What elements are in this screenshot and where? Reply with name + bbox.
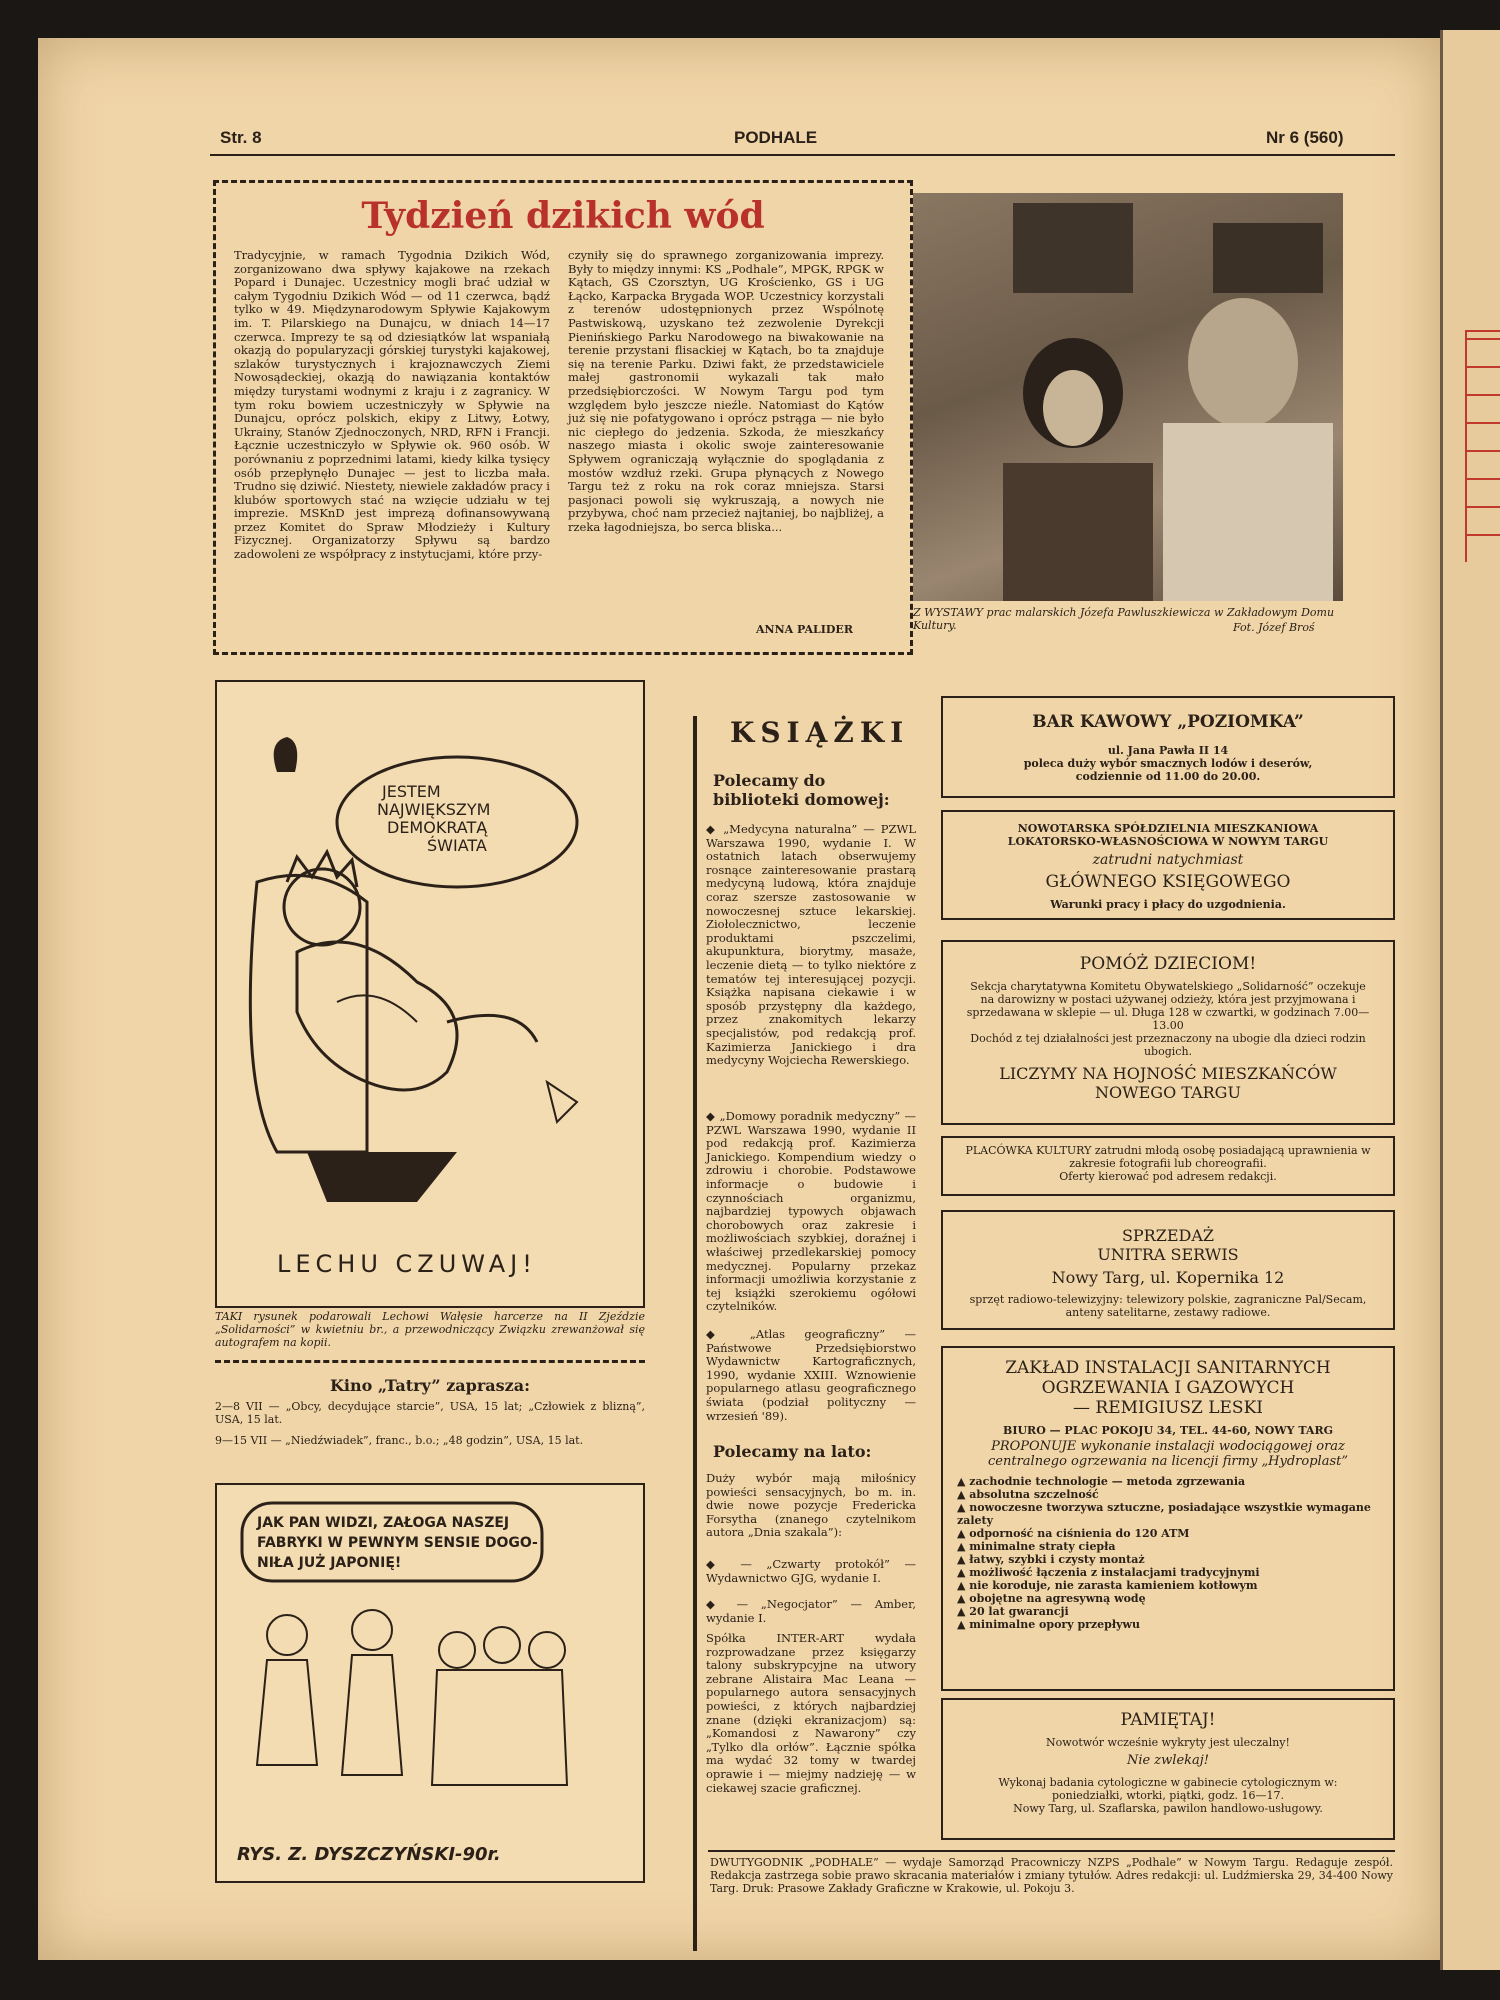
feature-item: ▲ 20 lat gwarancji [957,1605,1069,1618]
feature-item: ▲ nowoczesne tworzywa sztuczne, posiadające wszystkie wymagane zalety [957,1501,1371,1527]
column-rule [693,716,697,1951]
leski-offer: PROPONUJE wykonanie instalacji wodociągowej oraz centralnego ogrzewania na licencji firmy „Hydroplast” [988,1439,1348,1469]
unitra-line-3: Nowy Targ, ul. Kopernika 12 [1051,1268,1285,1287]
speech-line-4: ŚWIATA [427,836,487,855]
remember-line-1: Nowotwór wcześnie wykryty jest uleczalny! [1046,1736,1290,1749]
photo-caption: Z WYSTAWY prac malarskich Józefa Pawluszkiewicza w Zakładowym Domu Kultury. [913,606,1335,632]
ad-help-children [941,940,1395,1125]
kino-line-2: 9—15 VII — „Niedźwiadek”, franc., b.o.; „48 godzin”, USA, 15 lat. [215,1434,584,1447]
book-2: ◆ „Domowy poradnik medyczny” — PZWL Warszawa 1990, wydanie II pod redakcją prof. Kazimierza Janickiego. Kompendium wiedzy o zdrowiu i chorobie. Podstawowe informacje o budowie i czynnościach organizmu, najbardziej typowych objawach chorobowych oraz zakresie i możliwościach szybkiej, doraźnej i właściwej przedlekarskiej pomocy medycznej. Popularny przekaz informacji umożliwia korzystanie z tej książki szerokiemu ogółowi czytelników. [706,1109,916,1314]
ad-unitra [941,1210,1395,1330]
coop-line-1: NOWOTARSKA SPÓŁDZIELNIA MIESZKANIOWA [1017,822,1319,835]
help-closing: LICZYMY NA HOJNOŚĆ MIESZKAŃCÓW NOWEGO TARGU [999,1064,1337,1102]
imprint-rule [708,1850,1395,1852]
article-author: ANNA PALIDER [756,623,853,636]
ad-culture [941,1136,1395,1196]
remember-line-2: Nie zwlekaj! [1126,1753,1210,1768]
unitra-line-1: SPRZEDAŻ [1121,1226,1215,1245]
coop-line-3: zatrudni natychmiast [1092,852,1244,868]
book-3: ◆ „Atlas geograficzny” — Państwowe Przedsiębiorstwo Wydawnictw Kartograficznych, 1990, wydanie XXIII. Wznowienie popularnego atlasu geograficznego świata (podział polityczny — wrzesień '89). [706,1327,916,1423]
leski-features [957,1475,1379,1631]
caption-rule [215,1360,645,1363]
remember-line-4: Nowy Targ, ul. Szaflarska, pawilon handlowo-usługowy. [1013,1802,1323,1815]
kino-line-1: 2—8 VII — „Obcy, decydujące starcie”, USA, 15 lat; „Człowiek z blizną”, USA, 15 lat. [215,1400,645,1426]
issue-number: Nr 6 (560) [1266,128,1344,147]
feature-item: ▲ absolutna szczelność [957,1488,1099,1501]
book-6: ◆ — „Negocjator” — Amber, wydanie I. [706,1597,916,1625]
leski-title-3: — REMIGIUSZ LESKI [1073,1398,1263,1418]
article-box [213,180,913,655]
remember-title: PAMIĘTAJ! [1120,1710,1216,1730]
books-subtitle-1: Polecamy do biblioteki domowej: [713,771,890,809]
ad-leski [941,1346,1395,1691]
slogan: LECHU CZUWAJ! [277,1250,537,1278]
book-1: ◆ „Medycyna naturalna” — PZWL Warszawa 1990, wydanie I. W ostatnich latach obserwujemy rosnące zainteresowanie prastarą medycyną ludową, która znajduje coraz szersze zastosowanie w nowoczesnej sztuce lekarskiej. Ziołolecznictwo, leczenie produktami pszczelimi, akupunktura, biorytmy, masaże, leczenie dietą — to tylko niektóre z tematów tej interesującej pozycji. Książka napisana ciekawie i w sposób przystępny dla każdego, przez znakomitych lekarzy specjalistów, pod redakcją prof. Kazimierza Janickiego i dra medycyny Wojciecha Rewerskiego. [706,822,916,1068]
masthead: PODHALE [734,128,818,147]
japan-cartoon [215,1483,645,1883]
poziomka-hours: codziennie od 11.00 do 20.00. [1075,770,1261,783]
feature-item: ▲ minimalne opory przepływu [957,1618,1140,1631]
feature-item: ▲ zachodnie technologie — metoda zgrzewania [957,1475,1246,1488]
poziomka-offer: poleca duży wybór smacznych lodów i deserów, [1023,757,1313,770]
coop-line-4: GŁÓWNEGO KSIĘGOWEGO [1045,872,1291,892]
speech-line-1: JESTEM [382,782,441,801]
cartoon2-drawing [217,1485,643,1881]
ad-remember [941,1698,1395,1840]
exhibition-photo [913,193,1343,601]
book-5: ◆ — „Czwarty protokół” — Wydawnictwo GJG, wydanie I. [706,1557,916,1585]
article-title: Tydzień dzikich wód [361,195,765,237]
book-4: Duży wybór mają miłośnicy powieści sensacyjnych, bo m. in. dwie nowe pozycje Fredericka Forsytha (znanego czytelnikom autora „Dnia szakala”): [706,1471,916,1540]
unitra-line-2: UNITRA SERWIS [1097,1245,1239,1264]
ad-poziomka [941,696,1395,798]
red-grid-fragment [1465,330,1500,562]
feature-item: ▲ minimalne straty ciepła [957,1540,1116,1553]
coop-line-2: LOKATORSKO-WŁASNOŚCIOWA W NOWYM TARGU [1007,835,1329,848]
page-number: Str. 8 [220,128,262,147]
article-col-1: Tradycyjnie, w ramach Tygodnia Dzikich Wód, zorganizowano dwa spływy kajakowe na rzekach Popard i Dunajec. Uczestnicy mogli brać udział w całym Tygodniu Dzikich Wód — od 11 czerwca, bądź tylko w 49. Międzynarodowym Spływie Kajakowym im. T. Pilarskiego na Dunajcu, w dniach 14—17 czerwca. Imprezy te są od dziesiątków lat wspaniałą okazją do popularyzacji górskiej turystyki kajakowej, szlaków turystycznych i krajoznawczych Ziemi Nowosądeckiej, okazją do nawiązania kontaktów między turystami wodnymi z kraju i z zagranicy. W tym roku bowiem uczestniczyły w Spływie na Dunajcu, oprócz polskich, ekipy z Litwy, Łotwy, Ukrainy, Stanów Zjednoczonych, NRD, RFN i Francji. Łącznie uczestniczyło w Spływie ok. 960 osób. W porównaniu z poprzednimi latami, kiedy kilka tysięcy osób przepłynęło Dunajec — jest to liczba mała. Trudno się dziwić. Niestety, niewiele zakładów pracy i klubów sportowych stać na wzięcie udziału w tej imprezie. MSKnD jest imprezą dofinansowywaną przez Komitet do Spraw Młodzieży i Kultury Fizycznej. Organizatorzy Spływu są bardzo zadowoleni ze współpracy z instytucjami, które przy- [234,248,550,562]
help-body-2: Dochód z tej działalności jest przeznaczony na ubogie dla dzieci rodzin ubogich. [970,1032,1366,1058]
imprint: DWUTYGODNIK „PODHALE” — wydaje Samorząd Pracowniczy NZPS „Podhale” w Nowym Targu. Redaguje zespół. Redakcja zastrzega sobie prawo skracania materiałów i zmiany tytułów. Adres redakcji: ul. Ludźmierska 29, 34-400 Nowy Targ. Druk: Prasowe Zakłady Graficzne w Krakowie, ul. Pokoju 3. [710,1856,1393,1895]
books-subtitle-2: Polecamy na lato: [713,1442,872,1461]
culture-offers: Oferty kierować pod adresem redakcji. [1059,1170,1277,1183]
cartoon1-caption: TAKI rysunek podarowali Lechowi Wałęsie harcerze na II Zjeździe „Solidarności” w kwietniu br., a przewodniczący Związku zrewanżował się autografem na kopii. [215,1310,645,1349]
article-col-2: czyniły się do sprawnego zorganizowania imprezy. Były to między innymi: KS „Podhale”, MPGK, RPGK w Kątach, GS Czorsztyn, UG Krościenko, GS i UG Łącko, Karpacka Brygada WOP. Uczestnicy korzystali z terenów udostępnionych przez Wspólnotę Pastwiskową, uzyskano też zezwolenie Dyrekcji Pienińskiego Parku Narodowego na biwakowanie na terenie przystani flisackiej w Kątach, bo ta znajduje się na terenie Parku. Dziwi fakt, że przedstawiciele małej gastronomii wykazali tak mało przedsiębiorczości. W Nowym Targu pod tym względem było jeszcze nieźle. Natomiast do Kątów już się nie pofatygowano i oprócz pstrąga — nie było nic ciepłego do jedzenia. Szkoda, że mieszkańcy naszego miasta i okolic swoje zainteresowanie Spływem ograniczają wyłącznie do spoglądania z mostów wzdłuż rzeki. Grupa płynących z Nowego Targu też z roku na rok coraz mniejsza. Starsi pasjonaci powoli się wykruszają, a nowych nie przybywa, choć nam przecież najtaniej, bo najbliżej, a rzeka łagodniejsza, bo serca bliska... [568,248,884,534]
kino-title: Kino „Tatry” zaprasza: [329,1376,531,1395]
speech-line-2: NAJWIĘKSZYM [377,800,491,819]
feature-item: ▲ obojętne na agresywną wodę [957,1592,1146,1605]
poziomka-title: BAR KAWOWY „POZIOMKA” [1032,712,1304,732]
culture-body: PLACÓWKA KULTURY zatrudni młodą osobę posiadającą uprawnienia w zakresie fotografii lub choreografii. [965,1144,1371,1170]
adjacent-page-edge [1440,30,1500,1970]
coop-line-5: Warunki pracy i płacy do uzgodnienia. [1050,898,1286,911]
speech2-line-3: NIŁA JUŻ JAPONIĘ! [257,1555,402,1571]
header-rule [210,154,1395,156]
feature-item: ▲ łatwy, szybki i czysty montaż [957,1553,1145,1566]
cartoon2-signature: RYS. Z. DYSZCZYŃSKI-90r. [237,1844,501,1865]
photo-scene [913,193,1343,601]
newspaper-page [38,38,1440,1960]
ad-cooperative [941,810,1395,920]
leski-title-2: OGRZEWANIA I GAZOWYCH [1041,1378,1295,1398]
unitra-line-4: sprzęt radiowo-telewizyjny: telewizory polskie, zagraniczne Pal/Secam, anteny satelitarne, zestawy radiowe. [969,1293,1367,1319]
walesa-cartoon [215,680,645,1308]
books-title: KSIĄŻKI [730,716,910,749]
remember-line-3: Wykonaj badania cytologiczne w gabinecie cytologicznym w: poniedziałki, wtorki, piątki, godz. 16—17. [998,1776,1338,1802]
help-body: Sekcja charytatywna Komitetu Obywatelskiego „Solidarność” oczekuje na darowizny w postaci używanej odzieży, która jest przyjmowana i sprzedawana w sklepie — ul. Długa 128 w czwartki, w godzinach 7.00—13.00 [966,980,1370,1032]
book-7: Spółka INTER-ART wydała rozprowadzane przez księgarzy talony subskrypcyjne na utwory zebrane Alistaira Mac Leana — popularnego autora sensacyjnych powieści, z których najbardziej znane (dzięki ekranizacjom) są: „Komandosi z Nawarony” czy „Tylko dla orłów”. Łącznie spółka ma wydać 32 tomy w twardej oprawie i — miejmy nadzieję — w ciekawej szacie graficznej. [706,1631,916,1795]
leski-address: BIURO — PLAC POKOJU 34, TEL. 44-60, NOWY TARG [1003,1424,1333,1437]
speech2-line-2: FABRYKI W PEWNYM SENSIE DOGO- [257,1535,538,1551]
feature-item: ▲ możliwość łączenia z instalacjami tradycyjnymi [957,1566,1260,1579]
cartoon-drawing [217,682,643,1306]
feature-item: ▲ nie koroduje, nie zarasta kamieniem kotłowym [957,1579,1258,1592]
leski-title-1: ZAKŁAD INSTALACJI SANITARNYCH [1005,1358,1331,1378]
speech-line-3: DEMOKRATĄ [387,818,488,837]
photo-credit: Fot. Józef Broś [1233,621,1315,634]
speech2-line-1: JAK PAN WIDZI, ZAŁOGA NASZEJ [257,1515,510,1531]
help-title: POMÓŻ DZIECIOM! [1079,954,1257,974]
feature-item: ▲ odporność na ciśnienia do 120 ATM [957,1527,1190,1540]
poziomka-address: ul. Jana Pawła II 14 [1107,744,1229,757]
